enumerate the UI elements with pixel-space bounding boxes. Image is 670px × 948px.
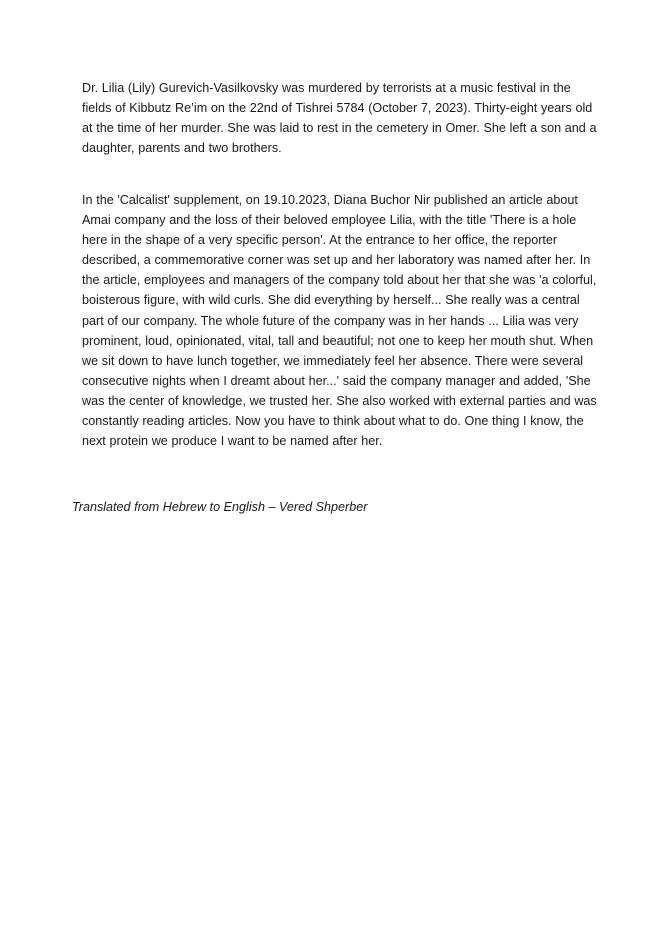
biography-paragraph: Dr. Lilia (Lily) Gurevich-Vasilkovsky was murdered by terrorists at a music festival in the fields of Kibbutz Re’im on the 22nd of Tishrei 5784 (October 7, 2023). Thirty-eight years old at the time of her murder. She was laid to rest in the cemetery in Omer. She left a son and a daughter, parents and two brothers. xyxy=(82,81,597,156)
translation-credit: Translated from Hebrew to English – Vered Shperber xyxy=(72,500,368,514)
article-summary-paragraph: In the 'Calcalist' supplement, on 19.10.2023, Diana Buchor Nir published an article about Amai company and the loss of their beloved employee Lilia, with the title 'There is a hole here in the shape of a very specific person'. At the entrance to her office, the reporter described, a commemorative corner was set up and her laboratory was named after her. In the article, employees and managers of the company told about her that she was 'a colorful, boisterous figure, with wild curls. She did everything by herself... She really was a central part of our company. The whole future of the company was in her hands ... Lilia was very prominent, loud, opinionated, vital, tall and beautiful; not one to keep her mouth shut. When we sit down to have lunch together, we immediately feel her absence. There were several consecutive nights when I dreamt about her...' said the company manager and added, 'She was the center of knowledge, we trusted her. She also worked with external parties and was constantly reading articles. Now you have to think about what to do. One thing I know, the next protein we produce I want to be named after her. xyxy=(82,193,597,449)
